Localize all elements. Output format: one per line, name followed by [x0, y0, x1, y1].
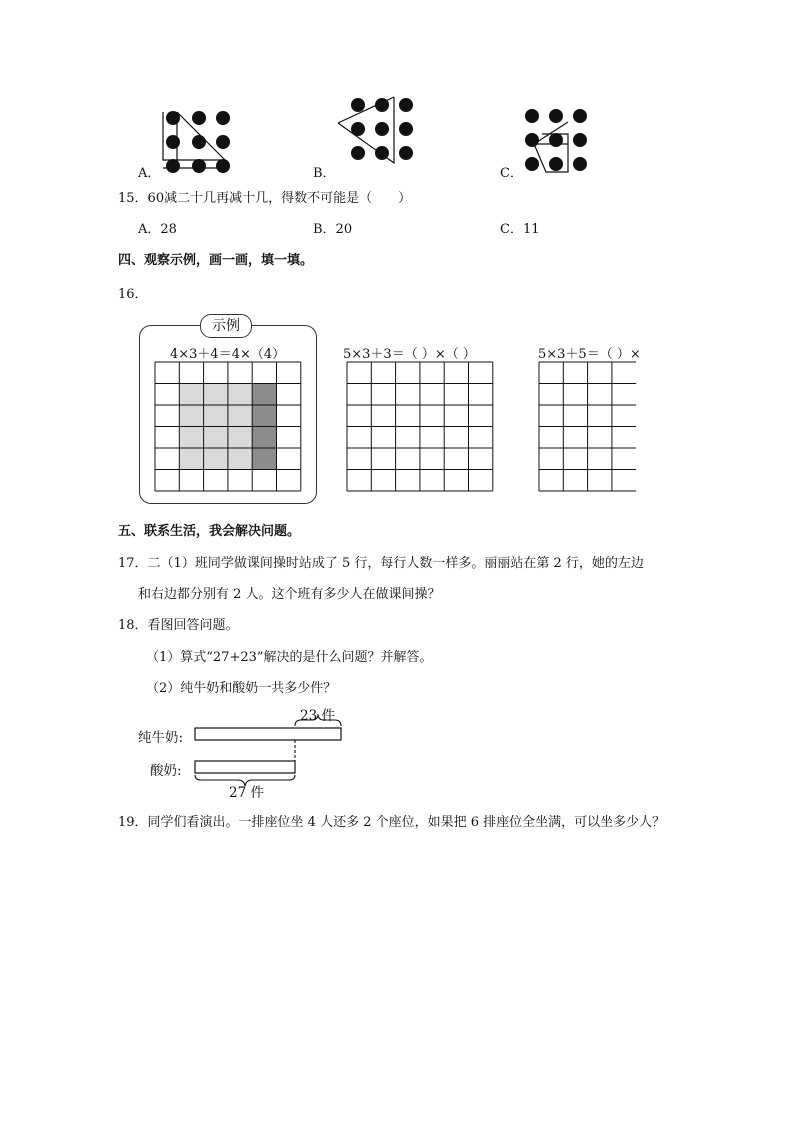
question-18-sub-2: （2）纯牛奶和酸奶一共多少件？: [146, 681, 337, 696]
shaded-cell-light: [204, 448, 228, 470]
answer-grid-3[interactable]: [539, 362, 641, 492]
shaded-cell-light: [228, 384, 252, 406]
yogurt-label: 酸奶:: [150, 763, 182, 779]
yogurt-bar: [195, 761, 295, 773]
shaded-cell-light: [179, 405, 203, 427]
milk-extra-brace: [295, 714, 341, 726]
example-tag: [200, 314, 252, 338]
example-grid: [155, 362, 301, 492]
section-4-title: 四、观察示例，画一画，填一填。: [118, 253, 314, 268]
shaded-cell-light: [179, 427, 203, 449]
option-a-figure: [155, 104, 235, 176]
q15-option-a: A．28: [138, 222, 177, 237]
shaded-cell-light: [228, 448, 252, 470]
milk-yogurt-bar-diagram: [190, 712, 350, 787]
section-5-title: 五、联系生活，我会解决问题。: [118, 524, 301, 539]
question-15-stem: 15．60减二十几再减十几，得数不可能是（ ）: [118, 191, 412, 206]
shaded-cell-dark: [252, 384, 276, 406]
question-18-sub-1: （1）算式“27+23”解决的是什么问题？并解答。: [146, 650, 433, 665]
milk-label: 纯牛奶:: [138, 730, 184, 746]
shaded-cell-light: [204, 427, 228, 449]
option-b-label: B．: [313, 166, 336, 181]
shaded-cell-light: [179, 448, 203, 470]
shaded-cell-light: [179, 384, 203, 406]
option-c-figure: [520, 104, 592, 176]
shaded-cell-light: [228, 427, 252, 449]
question-16-number: 16．: [118, 287, 148, 302]
shaded-cell-light: [204, 405, 228, 427]
shaded-cell-light: [228, 405, 252, 427]
option-a-label: A．: [138, 166, 161, 181]
question-17-line-1: 17．二（1）班同学做课间操时站成了 5 行，每行人数一样多。丽丽站在第 2 行，她的左边: [118, 556, 644, 571]
yogurt-value: 27 件: [229, 785, 264, 801]
option-c-label: C．: [500, 166, 523, 181]
question-17-line-2: 和右边都分别有 2 人。这个班有多少人在做课间操？: [138, 587, 441, 602]
milk-extra-value: 23 件: [300, 708, 335, 724]
shaded-cell-dark: [252, 427, 276, 449]
answer-grid-2[interactable]: [347, 362, 493, 492]
grid-3-formula: 5×3＋5＝（ ）×: [538, 347, 641, 362]
milk-bar: [195, 728, 341, 740]
q15-option-b: B．20: [313, 222, 353, 237]
shaded-cell-light: [204, 384, 228, 406]
question-18-stem: 18．看图回答问题。: [118, 618, 239, 633]
option-b-figure: [336, 95, 420, 165]
example-tag-label: 示例: [212, 318, 240, 334]
yogurt-brace: [195, 775, 295, 786]
example-formula: 4×3＋4＝4×（4）: [170, 347, 286, 362]
q15-option-c: C．11: [500, 222, 540, 237]
shaded-cell-dark: [252, 405, 276, 427]
grid-2-formula: 5×3＋3＝（ ）×（ ）: [343, 347, 476, 362]
shaded-cell-dark: [252, 448, 276, 470]
question-19: 19．同学们看演出。一排座位坐 4 人还多 2 个座位，如果把 6 排座位全坐满，可以坐多少人？: [118, 815, 666, 830]
